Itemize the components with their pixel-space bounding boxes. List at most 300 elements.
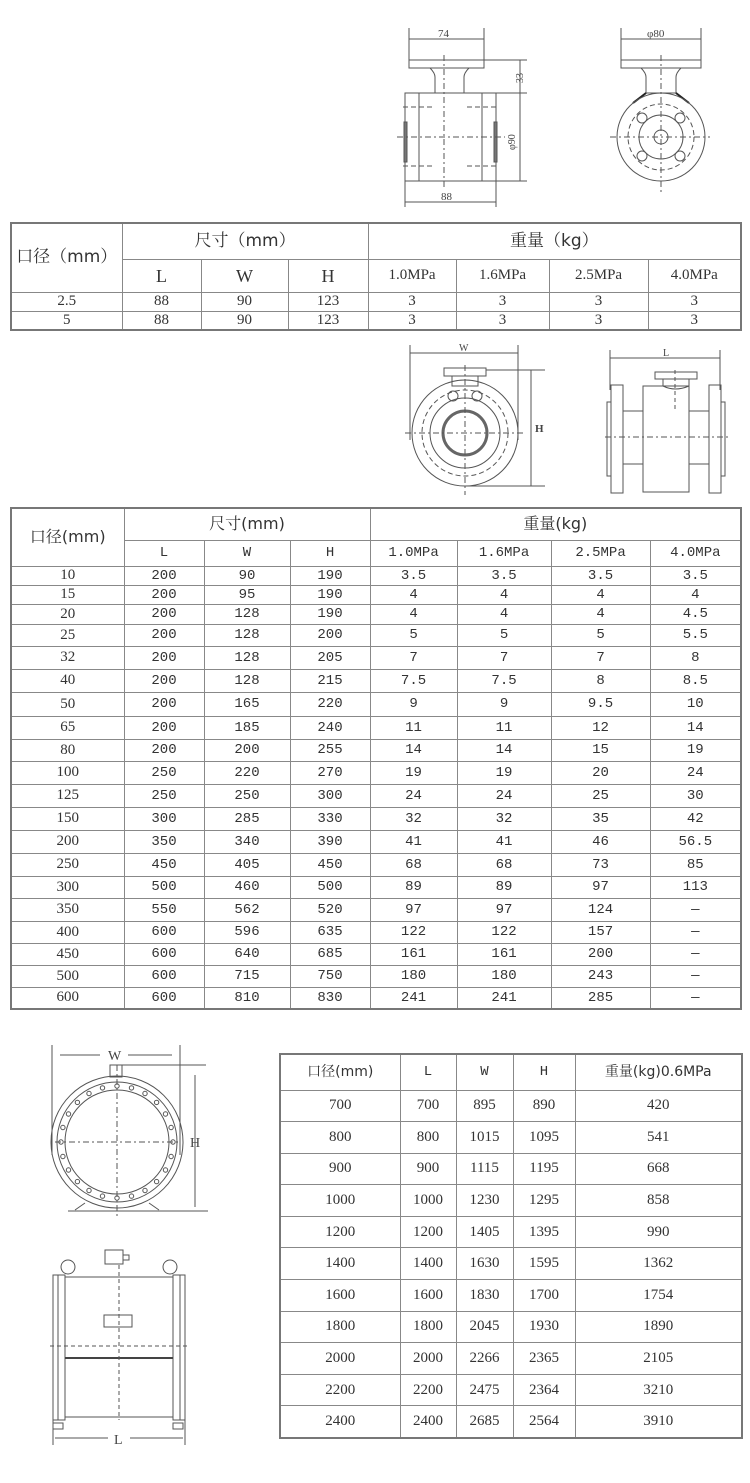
- cell-H: 450: [290, 853, 370, 876]
- cell-weight-4.0mpa: 3: [648, 292, 741, 311]
- table-row: [280, 1248, 742, 1280]
- subheader-1.0mpa: 1.0MPa: [370, 540, 457, 566]
- cell-weight-1.0mpa: 3: [368, 311, 456, 330]
- cell-diameter: 2000: [280, 1343, 400, 1375]
- cell-W: 128: [204, 604, 290, 624]
- table-row: [280, 1153, 742, 1185]
- cell-weight-1.6mpa: 3: [456, 292, 549, 311]
- cell-diameter: 1600: [280, 1280, 400, 1312]
- cell-H: 500: [290, 876, 370, 898]
- table-row: [11, 898, 741, 921]
- cell-H: 2364: [513, 1374, 575, 1406]
- cell-W: 460: [204, 876, 290, 898]
- subheader-H: H: [288, 259, 368, 292]
- cell-L: 2400: [400, 1406, 456, 1438]
- cell-weight-1.0mpa: 89: [370, 876, 457, 898]
- table-row: [280, 1122, 742, 1154]
- cell-H: 123: [288, 292, 368, 311]
- subheader-2.5mpa: 2.5MPa: [551, 540, 650, 566]
- cell-W: 200: [204, 739, 290, 761]
- cell-W: 1630: [456, 1248, 513, 1280]
- table-row: [11, 876, 741, 898]
- cell-L: 600: [124, 943, 204, 965]
- table-row: [11, 604, 741, 624]
- bolt-hole: [163, 1168, 167, 1172]
- large-meter-front-drawing: [30, 1035, 230, 1220]
- small-meter-side-drawing: [395, 25, 535, 210]
- table-row: [280, 1090, 742, 1122]
- cell-weight-0.6mpa: 3210: [575, 1374, 742, 1406]
- cell-weight-2.5mpa: 9.5: [551, 692, 650, 716]
- large-size-spec-table: [279, 1053, 743, 1439]
- cell-diameter: 40: [11, 669, 124, 692]
- cell-weight-1.6mpa: 180: [457, 965, 551, 987]
- cell-diameter: 32: [11, 646, 124, 669]
- cell-weight-1.6mpa: 4: [457, 585, 551, 604]
- cell-H: 390: [290, 830, 370, 853]
- cell-L: 450: [124, 853, 204, 876]
- cell-weight-4.0mpa: 3.5: [650, 566, 741, 585]
- bolt-hole: [169, 1154, 173, 1158]
- cell-weight-1.6mpa: 41: [457, 830, 551, 853]
- subheader-1.6mpa: 1.6MPa: [457, 540, 551, 566]
- cell-weight-4.0mpa: 5.5: [650, 624, 741, 646]
- cell-weight-1.0mpa: 68: [370, 853, 457, 876]
- cell-L: 600: [124, 987, 204, 1009]
- table-row: [280, 1216, 742, 1248]
- cell-H: 685: [290, 943, 370, 965]
- mid-meter-front-drawing: [400, 340, 550, 500]
- cell-weight-2.5mpa: 200: [551, 943, 650, 965]
- cell-weight-2.5mpa: 20: [551, 761, 650, 784]
- dim-74: 74: [438, 28, 449, 40]
- cell-W: 715: [204, 965, 290, 987]
- cell-diameter: 2200: [280, 1374, 400, 1406]
- cell-weight-4.0mpa: 113: [650, 876, 741, 898]
- cell-weight-1.6mpa: 7: [457, 646, 551, 669]
- table-row: [11, 692, 741, 716]
- cell-weight-0.6mpa: 420: [575, 1090, 742, 1122]
- table-row: [11, 292, 741, 311]
- header-size: 尺寸（mm）: [122, 223, 368, 259]
- cell-weight-4.0mpa: 56.5: [650, 830, 741, 853]
- cell-diameter: 50: [11, 692, 124, 716]
- dim-H: H: [190, 1136, 201, 1151]
- bolt-hole: [154, 1179, 158, 1183]
- cell-W: 2685: [456, 1406, 513, 1438]
- cell-diameter: 100: [11, 761, 124, 784]
- cell-H: 190: [290, 585, 370, 604]
- bolt-hole: [100, 1086, 104, 1090]
- cell-weight-1.6mpa: 89: [457, 876, 551, 898]
- cell-diameter: 20: [11, 604, 124, 624]
- cell-diameter: 700: [280, 1090, 400, 1122]
- cell-W: 185: [204, 716, 290, 739]
- cell-weight-2.5mpa: 3: [549, 292, 648, 311]
- cell-L: 1000: [400, 1185, 456, 1217]
- cell-H: 123: [288, 311, 368, 330]
- cell-weight-1.0mpa: 9: [370, 692, 457, 716]
- cell-L: 900: [400, 1153, 456, 1185]
- cell-weight-1.6mpa: 97: [457, 898, 551, 921]
- table-row: [11, 669, 741, 692]
- cell-diameter: 200: [11, 830, 124, 853]
- mid-size-spec-table: [10, 507, 742, 1010]
- table-row: [280, 1343, 742, 1375]
- cell-diameter: 1400: [280, 1248, 400, 1280]
- cell-W: 250: [204, 784, 290, 807]
- cell-weight-2.5mpa: 124: [551, 898, 650, 921]
- cell-diameter: 400: [11, 921, 124, 943]
- cell-diameter: 900: [280, 1153, 400, 1185]
- cell-weight-1.0mpa: 11: [370, 716, 457, 739]
- cell-H: 2365: [513, 1343, 575, 1375]
- cell-diameter: 2400: [280, 1406, 400, 1438]
- cell-weight-0.6mpa: 1890: [575, 1311, 742, 1343]
- table-row: [11, 646, 741, 669]
- cell-diameter: 80: [11, 739, 124, 761]
- cell-weight-4.0mpa: 30: [650, 784, 741, 807]
- cell-diameter: 2.5: [11, 292, 122, 311]
- subheader-4.0mpa: 4.0MPa: [650, 540, 741, 566]
- dim-L: L: [114, 1433, 123, 1445]
- cell-L: 2000: [400, 1343, 456, 1375]
- cell-weight-4.0mpa: —: [650, 921, 741, 943]
- cell-weight-2.5mpa: 12: [551, 716, 650, 739]
- cell-L: 700: [400, 1090, 456, 1122]
- cell-weight-0.6mpa: 990: [575, 1216, 742, 1248]
- bolt-hole: [129, 1086, 133, 1090]
- header-weight: 重量（kg）: [368, 223, 741, 259]
- header-H: H: [513, 1054, 575, 1090]
- header-diameter: 口径（mm）: [11, 223, 122, 292]
- header-weight: 重量(kg): [370, 508, 741, 540]
- subheader-1.0mpa: 1.0MPa: [368, 259, 456, 292]
- cell-W: 90: [201, 292, 288, 311]
- cell-diameter: 800: [280, 1122, 400, 1154]
- cell-weight-1.6mpa: 68: [457, 853, 551, 876]
- cell-weight-1.0mpa: 5: [370, 624, 457, 646]
- bolt-hole: [129, 1194, 133, 1198]
- header-weight: 重量(kg)0.6MPa: [575, 1054, 742, 1090]
- cell-weight-0.6mpa: 668: [575, 1153, 742, 1185]
- cell-W: 2266: [456, 1343, 513, 1375]
- cell-L: 200: [124, 566, 204, 585]
- cell-H: 1395: [513, 1216, 575, 1248]
- cell-weight-1.0mpa: 3.5: [370, 566, 457, 585]
- subheader-2.5mpa: 2.5MPa: [549, 259, 648, 292]
- bolt-hole: [143, 1091, 147, 1095]
- table-row: [11, 987, 741, 1009]
- cell-W: 1115: [456, 1153, 513, 1185]
- cell-weight-2.5mpa: 15: [551, 739, 650, 761]
- cell-weight-2.5mpa: 4: [551, 604, 650, 624]
- cell-weight-1.6mpa: 9: [457, 692, 551, 716]
- cell-W: 220: [204, 761, 290, 784]
- bolt-hole: [154, 1100, 158, 1104]
- cell-weight-4.0mpa: 8.5: [650, 669, 741, 692]
- table-row: [11, 566, 741, 585]
- cell-weight-0.6mpa: 1754: [575, 1280, 742, 1312]
- cell-H: 1700: [513, 1280, 575, 1312]
- cell-weight-2.5mpa: 35: [551, 807, 650, 830]
- cell-H: 205: [290, 646, 370, 669]
- cell-weight-4.0mpa: 19: [650, 739, 741, 761]
- bolt-hole: [87, 1188, 91, 1192]
- cell-H: 330: [290, 807, 370, 830]
- cell-weight-1.6mpa: 161: [457, 943, 551, 965]
- cell-L: 1400: [400, 1248, 456, 1280]
- cell-L: 200: [124, 624, 204, 646]
- cell-weight-2.5mpa: 285: [551, 987, 650, 1009]
- cell-weight-1.0mpa: 180: [370, 965, 457, 987]
- table-row: [11, 830, 741, 853]
- cell-W: 1830: [456, 1280, 513, 1312]
- subheader-1.6mpa: 1.6MPa: [456, 259, 549, 292]
- dim-88: 88: [441, 191, 452, 203]
- cell-H: 1295: [513, 1185, 575, 1217]
- cell-weight-1.6mpa: 24: [457, 784, 551, 807]
- cell-weight-4.0mpa: —: [650, 965, 741, 987]
- dim-W: W: [108, 1049, 122, 1064]
- cell-diameter: 150: [11, 807, 124, 830]
- cell-H: 1195: [513, 1153, 575, 1185]
- cell-weight-1.0mpa: 24: [370, 784, 457, 807]
- cell-weight-2.5mpa: 8: [551, 669, 650, 692]
- cell-weight-1.6mpa: 3.5: [457, 566, 551, 585]
- cell-diameter: 450: [11, 943, 124, 965]
- subheader-W: W: [201, 259, 288, 292]
- cell-H: 190: [290, 566, 370, 585]
- cell-weight-1.0mpa: 41: [370, 830, 457, 853]
- cell-H: 1930: [513, 1311, 575, 1343]
- cell-L: 1800: [400, 1311, 456, 1343]
- cell-L: 200: [124, 604, 204, 624]
- bolt-hole: [87, 1091, 91, 1095]
- cell-weight-0.6mpa: 2105: [575, 1343, 742, 1375]
- table-row: [280, 1311, 742, 1343]
- cell-weight-2.5mpa: 3.5: [551, 566, 650, 585]
- cell-W: 1015: [456, 1122, 513, 1154]
- cell-diameter: 25: [11, 624, 124, 646]
- cell-weight-2.5mpa: 4: [551, 585, 650, 604]
- table-row: [11, 943, 741, 965]
- cell-diameter: 1200: [280, 1216, 400, 1248]
- cell-H: 220: [290, 692, 370, 716]
- cell-L: 1600: [400, 1280, 456, 1312]
- cell-weight-1.6mpa: 7.5: [457, 669, 551, 692]
- header-diameter: 口径(mm): [11, 508, 124, 566]
- bolt-hole: [169, 1125, 173, 1129]
- cell-W: 596: [204, 921, 290, 943]
- table-row: [11, 807, 741, 830]
- cell-W: 562: [204, 898, 290, 921]
- dim-phi80: φ80: [647, 28, 665, 40]
- cell-diameter: 1000: [280, 1185, 400, 1217]
- cell-weight-4.0mpa: 4.5: [650, 604, 741, 624]
- cell-diameter: 300: [11, 876, 124, 898]
- cell-weight-1.6mpa: 3: [456, 311, 549, 330]
- cell-weight-4.0mpa: 85: [650, 853, 741, 876]
- cell-W: 1405: [456, 1216, 513, 1248]
- dim-L: L: [663, 348, 670, 359]
- cell-weight-1.0mpa: 32: [370, 807, 457, 830]
- cell-W: 2475: [456, 1374, 513, 1406]
- table-row: [11, 965, 741, 987]
- cell-W: 895: [456, 1090, 513, 1122]
- cell-H: 1595: [513, 1248, 575, 1280]
- cell-weight-4.0mpa: 14: [650, 716, 741, 739]
- table-row: [280, 1185, 742, 1217]
- bolt-hole: [75, 1179, 79, 1183]
- cell-weight-1.0mpa: 4: [370, 585, 457, 604]
- dim-33: 33: [515, 73, 526, 83]
- table-row: [11, 739, 741, 761]
- cell-W: 95: [204, 585, 290, 604]
- cell-W: 1230: [456, 1185, 513, 1217]
- cell-weight-4.0mpa: 8: [650, 646, 741, 669]
- cell-weight-1.0mpa: 14: [370, 739, 457, 761]
- cell-L: 550: [124, 898, 204, 921]
- cell-weight-0.6mpa: 858: [575, 1185, 742, 1217]
- cell-W: 90: [201, 311, 288, 330]
- small-size-spec-table: [10, 222, 742, 331]
- cell-L: 200: [124, 669, 204, 692]
- cell-L: 200: [124, 739, 204, 761]
- cell-H: 2564: [513, 1406, 575, 1438]
- cell-weight-4.0mpa: 10: [650, 692, 741, 716]
- cell-L: 200: [124, 692, 204, 716]
- header-size: 尺寸(mm): [124, 508, 370, 540]
- cell-weight-1.6mpa: 32: [457, 807, 551, 830]
- cell-W: 128: [204, 646, 290, 669]
- cell-H: 1095: [513, 1122, 575, 1154]
- cell-W: 128: [204, 669, 290, 692]
- cell-weight-1.0mpa: 4: [370, 604, 457, 624]
- cell-weight-1.0mpa: 161: [370, 943, 457, 965]
- cell-weight-4.0mpa: 42: [650, 807, 741, 830]
- cell-weight-1.6mpa: 4: [457, 604, 551, 624]
- cell-weight-0.6mpa: 3910: [575, 1406, 742, 1438]
- cell-weight-1.6mpa: 19: [457, 761, 551, 784]
- cell-H: 215: [290, 669, 370, 692]
- cell-H: 520: [290, 898, 370, 921]
- cell-weight-4.0mpa: 4: [650, 585, 741, 604]
- cell-L: 200: [124, 646, 204, 669]
- cell-weight-2.5mpa: 73: [551, 853, 650, 876]
- cell-weight-2.5mpa: 5: [551, 624, 650, 646]
- cell-weight-1.0mpa: 122: [370, 921, 457, 943]
- cell-L: 800: [400, 1122, 456, 1154]
- bolt-hole: [66, 1168, 70, 1172]
- table-row: [280, 1406, 742, 1438]
- cell-H: 635: [290, 921, 370, 943]
- cell-weight-1.6mpa: 241: [457, 987, 551, 1009]
- cell-weight-2.5mpa: 243: [551, 965, 650, 987]
- cell-L: 200: [124, 585, 204, 604]
- subheader-4.0mpa: 4.0MPa: [648, 259, 741, 292]
- cell-diameter: 600: [11, 987, 124, 1009]
- mid-meter-side-drawing: [605, 340, 735, 500]
- cell-L: 600: [124, 965, 204, 987]
- cell-weight-1.6mpa: 14: [457, 739, 551, 761]
- bolt-hole: [100, 1194, 104, 1198]
- cell-diameter: 500: [11, 965, 124, 987]
- bolt-hole: [66, 1112, 70, 1116]
- cell-H: 255: [290, 739, 370, 761]
- cell-diameter: 125: [11, 784, 124, 807]
- header-W: W: [456, 1054, 513, 1090]
- cell-weight-1.0mpa: 7: [370, 646, 457, 669]
- cell-diameter: 15: [11, 585, 124, 604]
- cell-diameter: 250: [11, 853, 124, 876]
- cell-weight-1.0mpa: 3: [368, 292, 456, 311]
- cell-W: 405: [204, 853, 290, 876]
- subheader-L: L: [122, 259, 201, 292]
- cell-weight-2.5mpa: 46: [551, 830, 650, 853]
- table-row: [11, 853, 741, 876]
- cell-L: 200: [124, 716, 204, 739]
- table-row: [11, 784, 741, 807]
- cell-weight-0.6mpa: 1362: [575, 1248, 742, 1280]
- cell-H: 200: [290, 624, 370, 646]
- cell-H: 190: [290, 604, 370, 624]
- cell-L: 88: [122, 311, 201, 330]
- table-row: [11, 624, 741, 646]
- cell-H: 240: [290, 716, 370, 739]
- cell-weight-0.6mpa: 541: [575, 1122, 742, 1154]
- cell-weight-1.6mpa: 122: [457, 921, 551, 943]
- cell-W: 810: [204, 987, 290, 1009]
- cell-diameter: 1800: [280, 1311, 400, 1343]
- table-row: [11, 585, 741, 604]
- table-row: [280, 1374, 742, 1406]
- cell-diameter: 65: [11, 716, 124, 739]
- cell-diameter: 5: [11, 311, 122, 330]
- table-row: [11, 311, 741, 330]
- cell-H: 750: [290, 965, 370, 987]
- cell-L: 1200: [400, 1216, 456, 1248]
- cell-W: 285: [204, 807, 290, 830]
- cell-L: 500: [124, 876, 204, 898]
- cell-W: 2045: [456, 1311, 513, 1343]
- cell-weight-2.5mpa: 157: [551, 921, 650, 943]
- bolt-hole: [143, 1188, 147, 1192]
- header-diameter: 口径(mm): [280, 1054, 400, 1090]
- cell-diameter: 350: [11, 898, 124, 921]
- dim-phi90: φ90: [507, 134, 518, 150]
- cell-L: 300: [124, 807, 204, 830]
- table-row: [11, 921, 741, 943]
- cell-weight-4.0mpa: 24: [650, 761, 741, 784]
- cell-W: 165: [204, 692, 290, 716]
- cell-L: 250: [124, 761, 204, 784]
- cell-L: 350: [124, 830, 204, 853]
- cell-weight-4.0mpa: —: [650, 898, 741, 921]
- dim-W: W: [459, 343, 469, 354]
- cell-weight-1.6mpa: 5: [457, 624, 551, 646]
- cell-weight-1.0mpa: 241: [370, 987, 457, 1009]
- bolt-hole: [61, 1125, 65, 1129]
- cell-L: 600: [124, 921, 204, 943]
- cell-weight-1.0mpa: 97: [370, 898, 457, 921]
- bolt-hole: [75, 1100, 79, 1104]
- cell-weight-2.5mpa: 97: [551, 876, 650, 898]
- cell-weight-2.5mpa: 3: [549, 311, 648, 330]
- subheader-W: W: [204, 540, 290, 566]
- table-row: [11, 716, 741, 739]
- small-meter-front-drawing: [605, 25, 710, 210]
